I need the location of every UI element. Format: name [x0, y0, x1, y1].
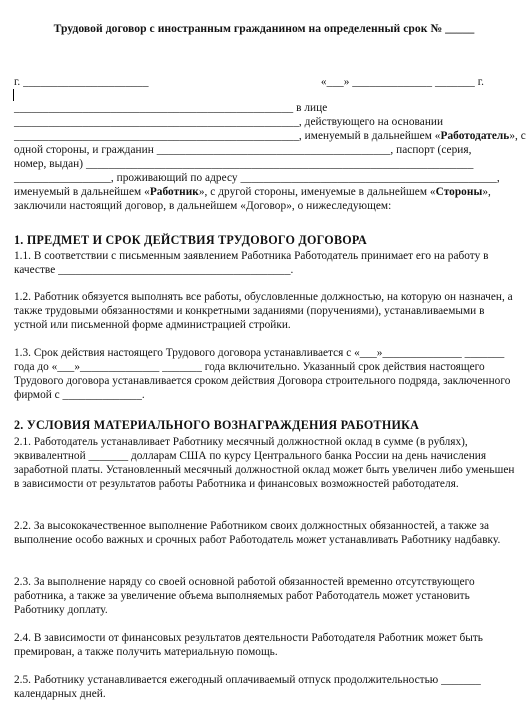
preamble-line-2: __________________________________________________, действующего на основании: [14, 116, 444, 128]
text-cursor: [13, 89, 14, 101]
section-1-heading: 1. ПРЕДМЕТ И СРОК ДЕЙСТВИЯ ТРУДОВОГО ДОГОВОРА: [14, 233, 368, 247]
clause-1-2: 1.2. Работник обязуется выполнять все работы, обусловленные должностью, на которую он назначен, а также трудовыми обязанностями и конкретными заданиями (поручениями), устанавливаемыми в устной или письменной форме администрацией стройки.: [14, 291, 513, 332]
preamble-line-1: _________________________________________________ в лице: [14, 102, 328, 114]
section-2-heading: 2. УСЛОВИЯ МАТЕРИАЛЬНОГО ВОЗНАГРАЖДЕНИЯ РАБОТНИКА: [14, 418, 420, 432]
preamble-line-5: номер, выдан) ____________________________________________________________________: [14, 158, 474, 170]
preamble-text: », с другой стороны, именуемые в дальнейшем «: [198, 186, 436, 198]
clause-2-1: 2.1. Работодатель устанавливает Работнику месячный должностной оклад в сумме (в рублях), эквивалентной _______ долларам США по курсу Центрального банка России на день начисления заработной платы. Установленный месячный должностной оклад может быть увеличен либо уменьшен в зависимости от результатов работы Работника и финансовых возможностей работодателя.: [14, 436, 515, 491]
employer-term: Работодатель: [440, 130, 510, 142]
preamble-text: », с: [509, 130, 526, 142]
preamble-line-3: [14, 130, 526, 143]
clause-1-1: 1.1. В соответствии с письменным заявлением Работника Работодатель принимает его на работу в качестве _________________________________________.: [14, 250, 489, 277]
parties-term: Стороны: [435, 186, 483, 198]
clause-1-3: 1.3. Срок действия настоящего Трудового договора устанавливается с «___»______________ _______ года до «___»______________ _______ года включительно. Указанный срок действия настоящего Трудового договора устанавливается сроком действия Договора строительного подряда, заключенного фирмой с ______________.: [14, 347, 511, 402]
clause-2-2: 2.2. За высококачественное выполнение Работником своих должностных обязанностей, а также за выполнение особо важных и срочных работ Работодатель может устанавливать Работнику надбавку.: [14, 520, 501, 547]
document-title: Трудовой договор с иностранным гражданином на определенный срок № _____: [53, 22, 475, 35]
preamble-text: __________________________________________________, именуемый в дальнейшем «: [14, 130, 441, 142]
clause-2-5: 2.5. Работнику устанавливается ежегодный оплачиваемый отпуск продолжительностью _______ календарных дней.: [14, 674, 481, 701]
preamble-line-7: [14, 186, 516, 199]
clause-2-3: 2.3. За выполнение наряду со своей основной работой обязанностей временно отсутствующего работника, а также за увеличение объема выполняемых работ Работодатель может установить Работнику доплату.: [14, 576, 475, 617]
city-line: г. ______________________: [14, 76, 149, 88]
preamble-text: именуемый в дальнейшем «: [14, 186, 150, 198]
preamble-line-8: заключили настоящий договор, в дальнейшем «Договор», о нижеследующем:: [14, 200, 392, 212]
date-line: «___» ______________ _______ г.: [320, 76, 484, 88]
preamble-text: »,: [482, 186, 491, 198]
employee-term: Работник: [149, 186, 199, 198]
clause-2-4: 2.4. В зависимости от финансовых результатов деятельности Работодателя Работник может быть премирован, а также получить материальную помощь.: [14, 632, 483, 659]
preamble-line-4: одной стороны, и гражданин _________________________________________, паспорт (серия,: [14, 144, 472, 156]
preamble-line-6: _________________, проживающий по адресу _____________________________________________,: [14, 172, 500, 184]
